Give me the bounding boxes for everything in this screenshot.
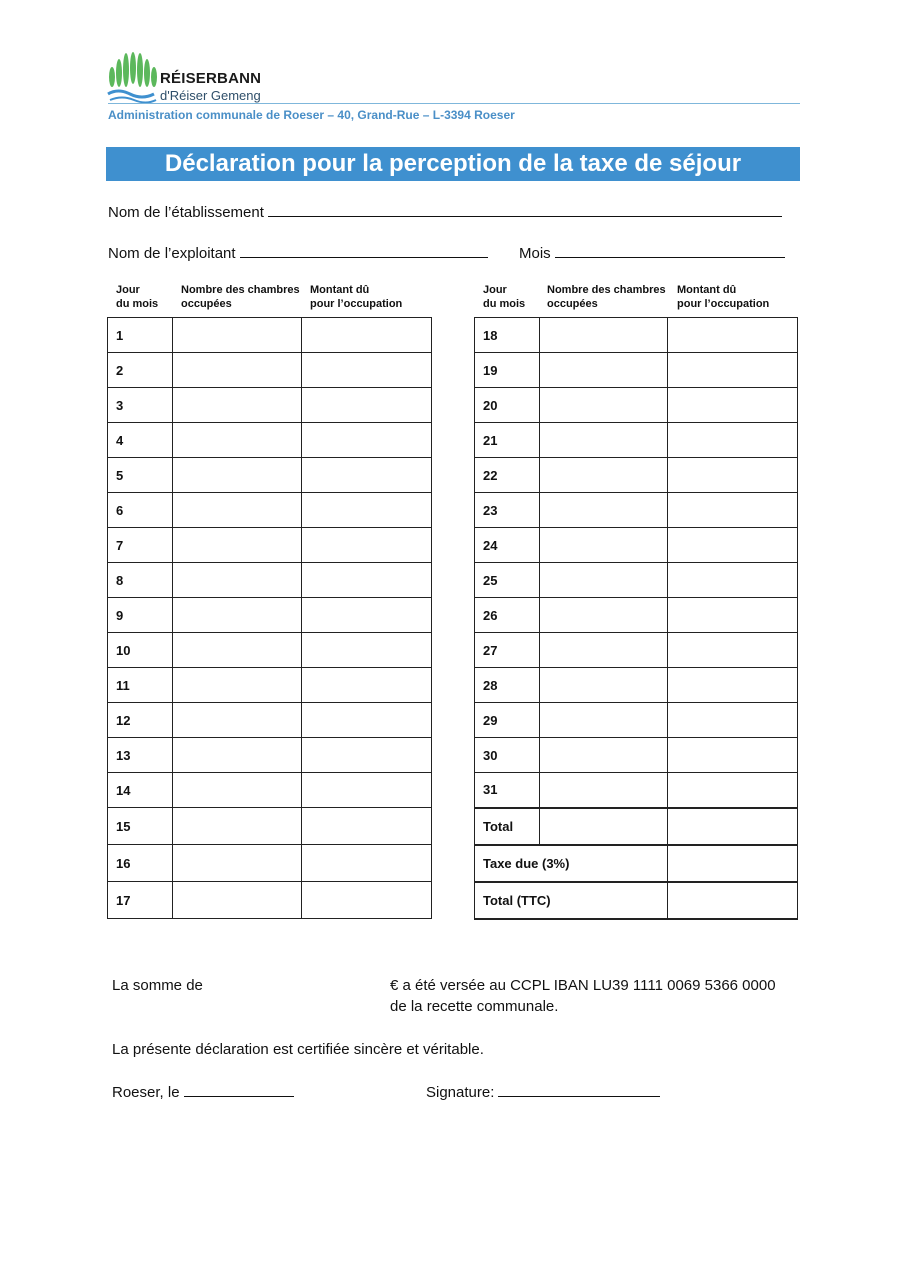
day-number: 22 (475, 458, 540, 493)
left-row (108, 423, 432, 458)
exploitant-line[interactable] (240, 243, 488, 258)
day-number: 10 (108, 633, 173, 668)
right-row (475, 423, 798, 458)
total-row (475, 808, 798, 845)
left-row (108, 493, 432, 528)
day-number: 3 (108, 388, 173, 423)
total-label: Total (475, 808, 540, 845)
montant-cell[interactable] (668, 563, 798, 598)
montant-cell[interactable] (668, 528, 798, 563)
right-row (475, 633, 798, 668)
day-number: 2 (108, 353, 173, 388)
day-number: 25 (475, 563, 540, 598)
chambres-cell[interactable] (539, 703, 668, 738)
left-row (108, 598, 432, 633)
versee-line-1: € a été versée au CCPL IBAN LU39 1111 0069 5366 0000 (390, 977, 776, 994)
left-header-chambres: Nombre des chambres occupées (181, 284, 300, 310)
chambres-cell[interactable] (172, 808, 302, 845)
day-number: 7 (108, 528, 173, 563)
left-row (108, 668, 432, 703)
day-number: 23 (475, 493, 540, 528)
chambres-cell[interactable] (172, 318, 302, 353)
chambres-cell[interactable] (539, 388, 668, 423)
chambres-cell[interactable] (172, 668, 302, 703)
total-chambres-cell[interactable] (539, 808, 668, 845)
right-row (475, 598, 798, 633)
day-number: 4 (108, 423, 173, 458)
left-row (108, 738, 432, 773)
signature-line[interactable] (498, 1082, 660, 1097)
montant-cell[interactable] (302, 845, 432, 882)
exploitant-field[interactable] (108, 243, 488, 262)
right-header-chambres: Nombre des chambres occupées (547, 284, 666, 310)
chambres-cell[interactable] (172, 773, 302, 808)
etablissement-label: Nom de l’établissement (108, 204, 264, 221)
montant-cell[interactable] (668, 668, 798, 703)
chambres-cell[interactable] (539, 563, 668, 598)
right-row (475, 493, 798, 528)
left-row (108, 388, 432, 423)
right-header-jour: Jour du mois (483, 284, 526, 310)
left-header-jour: Jour du mois (116, 284, 159, 310)
day-number: 5 (108, 458, 173, 493)
left-row (108, 458, 432, 493)
right-row (475, 528, 798, 563)
day-number: 9 (108, 598, 173, 633)
mois-field[interactable] (519, 243, 785, 262)
day-number: 21 (475, 423, 540, 458)
montant-cell[interactable] (302, 808, 432, 845)
montant-cell[interactable] (302, 598, 432, 633)
montant-cell[interactable] (302, 738, 432, 773)
left-row (108, 845, 432, 882)
day-number: 13 (108, 738, 173, 773)
day-number: 19 (475, 353, 540, 388)
page-title: Déclaration pour la perception de la taxe de séjour (106, 147, 800, 181)
montant-cell[interactable] (668, 458, 798, 493)
day-number: 14 (108, 773, 173, 808)
total-ttc-label: Total (TTC) (475, 882, 668, 919)
chambres-cell[interactable] (172, 423, 302, 458)
versee-line-2: de la recette communale. (390, 998, 559, 1015)
exploitant-label: Nom de l’exploitant (108, 245, 236, 262)
signature-field[interactable] (426, 1082, 660, 1101)
montant-cell[interactable] (668, 423, 798, 458)
chambres-cell[interactable] (172, 493, 302, 528)
chambres-cell[interactable] (172, 563, 302, 598)
montant-cell[interactable] (668, 773, 798, 808)
right-row (475, 773, 798, 808)
etablissement-line[interactable] (268, 202, 782, 217)
chambres-cell[interactable] (539, 633, 668, 668)
signature-label: Signature: (426, 1084, 495, 1101)
total-ttc-row (475, 882, 798, 919)
montant-cell[interactable] (302, 423, 432, 458)
taxe-montant-cell[interactable] (668, 845, 798, 882)
right-days-table (474, 317, 798, 920)
montant-cell[interactable] (668, 633, 798, 668)
right-row (475, 458, 798, 493)
montant-cell[interactable] (668, 318, 798, 353)
day-number: 17 (108, 882, 173, 919)
right-row (475, 563, 798, 598)
header-divider (108, 103, 800, 104)
left-row (108, 808, 432, 845)
day-number: 30 (475, 738, 540, 773)
montant-cell[interactable] (668, 388, 798, 423)
day-number: 12 (108, 703, 173, 738)
chambres-cell[interactable] (539, 423, 668, 458)
right-header-montant: Montant dû pour l’occupation (677, 284, 770, 310)
mois-line[interactable] (555, 243, 785, 258)
left-row (108, 773, 432, 808)
right-row (475, 388, 798, 423)
chambres-cell[interactable] (539, 773, 668, 808)
taxe-label: Taxe due (3%) (475, 845, 668, 882)
chambres-cell[interactable] (172, 738, 302, 773)
montant-cell[interactable] (668, 598, 798, 633)
montant-cell[interactable] (668, 353, 798, 388)
roeser-le-label: Roeser, le (112, 1084, 180, 1101)
chambres-cell[interactable] (172, 353, 302, 388)
total-montant-cell[interactable] (668, 808, 798, 845)
montant-cell[interactable] (302, 882, 432, 919)
day-number: 29 (475, 703, 540, 738)
chambres-cell[interactable] (172, 528, 302, 563)
day-number: 6 (108, 493, 173, 528)
total-ttc-montant-cell[interactable] (668, 882, 798, 919)
montant-cell[interactable] (302, 528, 432, 563)
left-header-montant: Montant dû pour l’occupation (310, 284, 403, 310)
right-row (475, 738, 798, 773)
left-row (108, 633, 432, 668)
left-row (108, 703, 432, 738)
day-number: 27 (475, 633, 540, 668)
montant-cell[interactable] (302, 668, 432, 703)
left-row (108, 882, 432, 919)
day-number: 11 (108, 668, 173, 703)
chambres-cell[interactable] (172, 703, 302, 738)
montant-cell[interactable] (302, 458, 432, 493)
chambres-cell[interactable] (539, 318, 668, 353)
montant-cell[interactable] (302, 703, 432, 738)
chambres-cell[interactable] (539, 353, 668, 388)
day-number: 31 (475, 773, 540, 808)
montant-cell[interactable] (302, 388, 432, 423)
day-number: 15 (108, 808, 173, 845)
chambres-cell[interactable] (172, 633, 302, 668)
chambres-cell[interactable] (172, 845, 302, 882)
montant-cell[interactable] (302, 633, 432, 668)
left-row (108, 353, 432, 388)
certification-text: La présente déclaration est certifiée sincère et véritable. (112, 1041, 484, 1058)
mois-label: Mois (519, 245, 551, 262)
montant-cell[interactable] (302, 493, 432, 528)
chambres-cell[interactable] (172, 882, 302, 919)
right-row (475, 668, 798, 703)
date-line[interactable] (184, 1082, 294, 1097)
day-number: 1 (108, 318, 173, 353)
day-number: 18 (475, 318, 540, 353)
somme-label: La somme de (112, 977, 203, 994)
date-field[interactable] (112, 1082, 294, 1101)
chambres-cell[interactable] (172, 458, 302, 493)
right-row (475, 318, 798, 353)
day-number: 8 (108, 563, 173, 598)
chambres-cell[interactable] (539, 738, 668, 773)
montant-cell[interactable] (302, 353, 432, 388)
day-number: 28 (475, 668, 540, 703)
left-row (108, 318, 432, 353)
taxe-row (475, 845, 798, 882)
left-days-table (107, 317, 432, 919)
left-row (108, 563, 432, 598)
day-number: 26 (475, 598, 540, 633)
montant-cell[interactable] (668, 703, 798, 738)
montant-cell[interactable] (302, 563, 432, 598)
montant-cell[interactable] (668, 493, 798, 528)
left-row (108, 528, 432, 563)
right-row (475, 703, 798, 738)
chambres-cell[interactable] (539, 493, 668, 528)
day-number: 20 (475, 388, 540, 423)
montant-cell[interactable] (302, 773, 432, 808)
montant-cell[interactable] (668, 738, 798, 773)
etablissement-field[interactable] (108, 202, 782, 221)
day-number: 24 (475, 528, 540, 563)
chambres-cell[interactable] (539, 458, 668, 493)
chambres-cell[interactable] (172, 598, 302, 633)
chambres-cell[interactable] (172, 388, 302, 423)
right-row (475, 353, 798, 388)
day-number: 16 (108, 845, 173, 882)
chambres-cell[interactable] (539, 598, 668, 633)
chambres-cell[interactable] (539, 668, 668, 703)
montant-cell[interactable] (302, 318, 432, 353)
logo-name: RÉISERBANN (160, 70, 262, 87)
admin-address: Administration communale de Roeser – 40, Grand-Rue – L-3394 Roeser (108, 108, 515, 122)
logo-subtitle: d'Réiser Gemeng (160, 88, 261, 103)
chambres-cell[interactable] (539, 528, 668, 563)
